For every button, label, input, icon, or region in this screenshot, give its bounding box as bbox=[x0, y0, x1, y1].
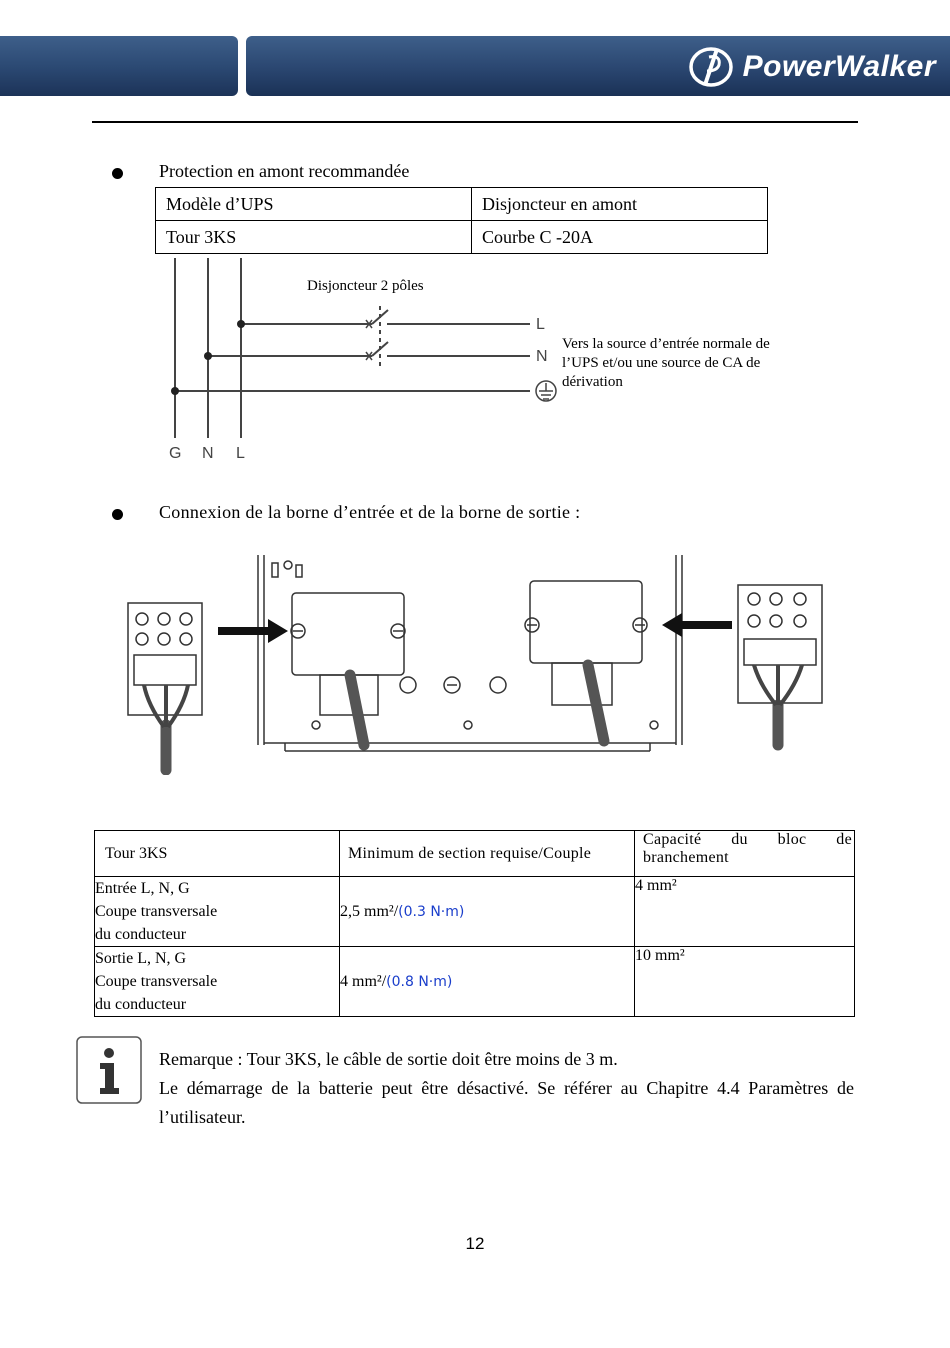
table-cell bbox=[340, 947, 635, 1017]
note-block bbox=[159, 1045, 854, 1132]
breaker-label: Disjoncteur 2 pôles bbox=[307, 278, 424, 294]
section2-heading: Connexion de la borne d’entrée et de la borne de sortie : bbox=[159, 502, 581, 522]
row-label-line: Sortie L, N, G bbox=[95, 950, 187, 967]
table-cell: 4 mm² bbox=[635, 877, 855, 947]
table-cell: Tour 3KS bbox=[156, 221, 472, 254]
table-header-cell bbox=[635, 831, 855, 877]
page-number: 12 bbox=[465, 1234, 485, 1253]
table-header-cell: Minimum de section requise/Couple bbox=[340, 831, 635, 877]
table-header-cell: Tour 3KS bbox=[95, 831, 340, 877]
row-label-line: du conducteur bbox=[95, 926, 187, 943]
torque-value: (0.8 N·m) bbox=[386, 973, 453, 990]
arrow-right-icon bbox=[218, 619, 288, 643]
section1-heading: Protection en amont recommandée bbox=[159, 161, 410, 181]
destination-note: Vers la source d’entrée normale de l’UPS et/ou une source de CA de dérivation bbox=[562, 336, 770, 390]
cable-spec-table bbox=[94, 830, 855, 1017]
bullet-dot bbox=[112, 509, 123, 520]
note-line1: Remarque : Tour 3KS, le câble de sortie doit être moins de 3 m. bbox=[159, 1049, 618, 1069]
header-band-left bbox=[0, 36, 238, 96]
line-label: L bbox=[536, 316, 545, 333]
row-label-line: Coupe transversale bbox=[95, 903, 218, 920]
brand-name: PowerWalker bbox=[742, 50, 936, 83]
section-value: 4 mm²/ bbox=[340, 972, 387, 990]
table-cell bbox=[95, 877, 340, 947]
bottom-label: G bbox=[169, 445, 182, 462]
row-label-line: du conducteur bbox=[95, 996, 187, 1013]
table-header-cell: Disjoncteur en amont bbox=[472, 188, 768, 221]
terminal-connection-illustration bbox=[120, 555, 830, 775]
arrow-left-icon bbox=[662, 613, 732, 637]
powerwalker-logo-icon bbox=[687, 45, 737, 89]
row-label-line: Coupe transversale bbox=[95, 973, 218, 990]
row-label-line: Entrée L, N, G bbox=[95, 880, 190, 897]
table-header-cell: Modèle d’UPS bbox=[156, 188, 472, 221]
note-line2: Le démarrage de la batterie peut être désactivé. Se référer au Chapitre 4.4 Paramètres de l’utilisateur. bbox=[159, 1078, 854, 1127]
brand-logo bbox=[687, 45, 936, 89]
info-icon bbox=[76, 1036, 142, 1104]
torque-value: (0.3 N·m) bbox=[398, 903, 465, 920]
bottom-label: L bbox=[236, 445, 245, 462]
ground-icon bbox=[536, 381, 556, 401]
section-value: 2,5 mm²/ bbox=[340, 902, 399, 920]
header-rule bbox=[92, 121, 858, 123]
bullet-dot bbox=[112, 168, 123, 179]
table-cell: 10 mm² bbox=[635, 947, 855, 1017]
line-label: N bbox=[536, 348, 548, 365]
capacity-header: Capacité du bloc de branchement bbox=[643, 831, 852, 866]
table-cell bbox=[340, 877, 635, 947]
table-cell: Courbe C -20A bbox=[472, 221, 768, 254]
table-cell bbox=[95, 947, 340, 1017]
protection-table bbox=[155, 187, 768, 254]
bottom-label: N bbox=[202, 445, 214, 462]
